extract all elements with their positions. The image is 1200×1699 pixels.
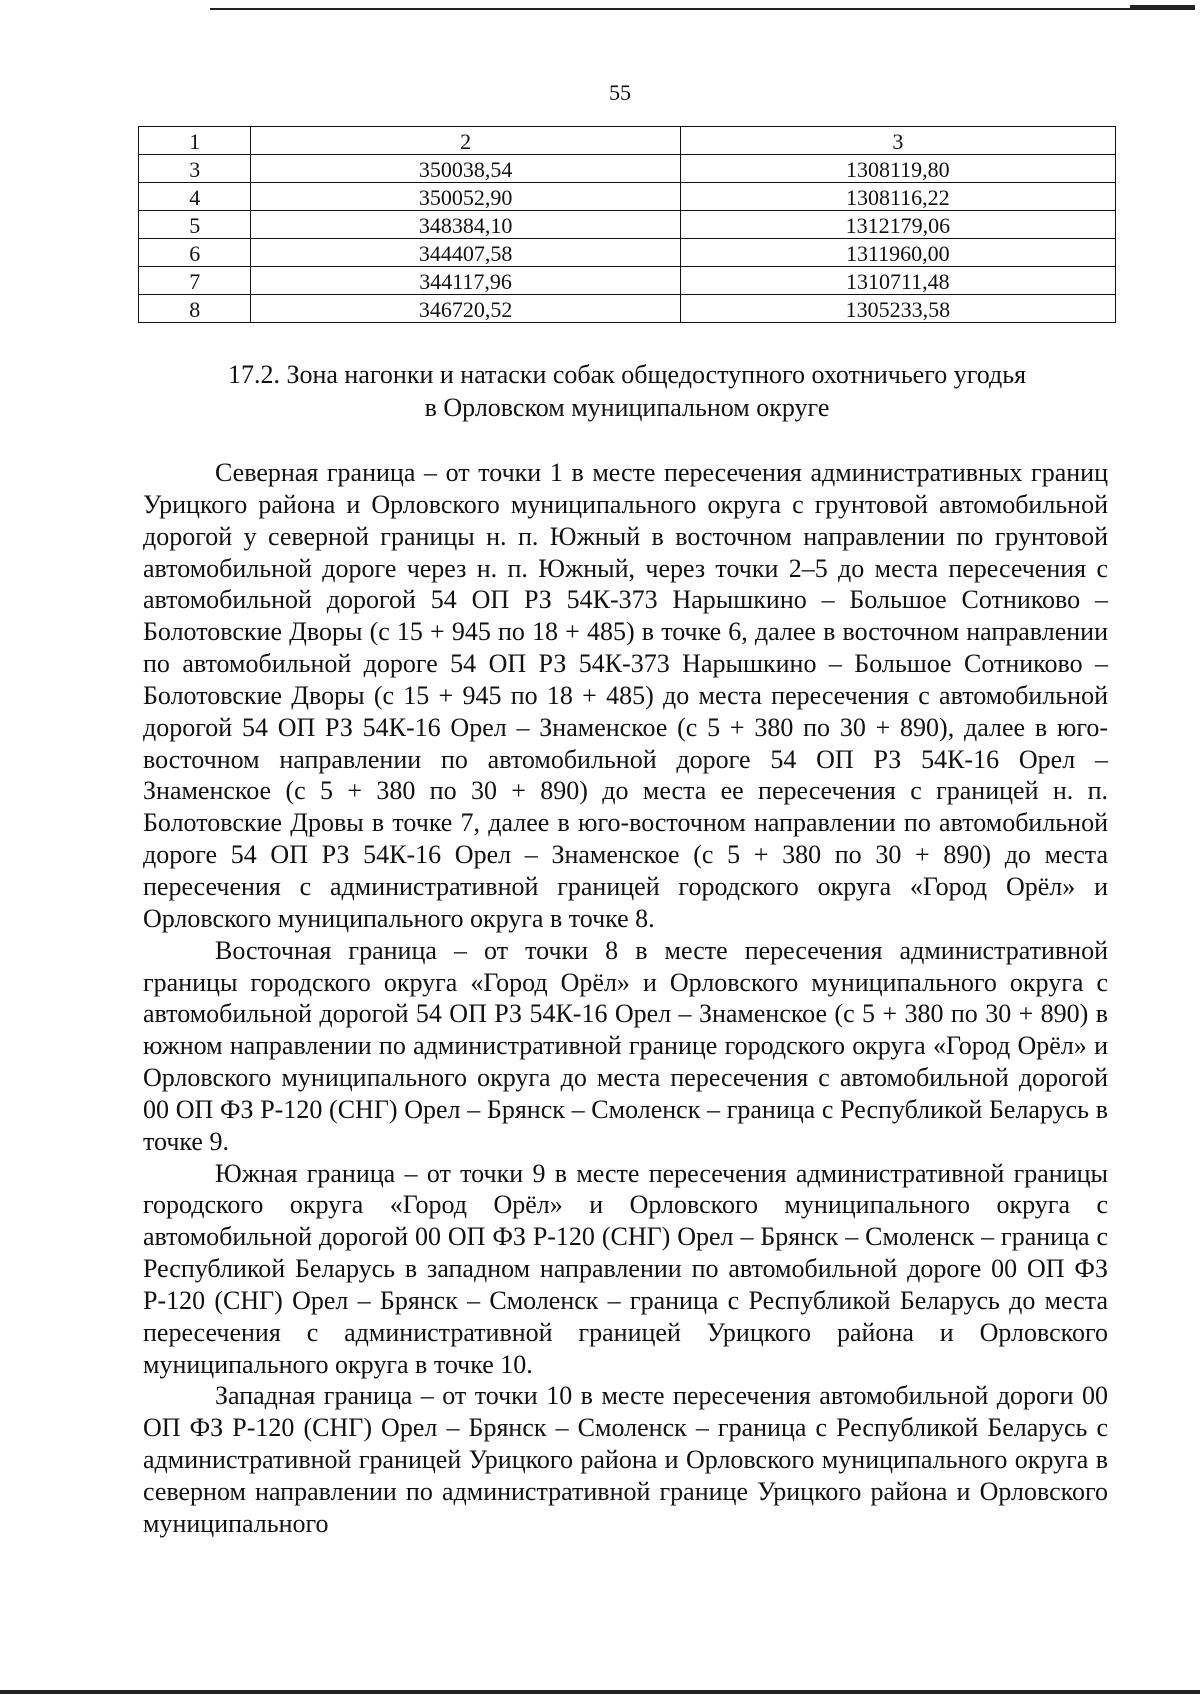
table-cell-x: 344117,96: [251, 267, 680, 295]
paragraph-east-boundary: Восточная граница – от точки 8 в месте пересечения административной границы городского округа «Город Орёл» и Орловского муниципального округа с автомобильной дорогой 54 ОП РЗ 54К-16 Орел – Знаменское (с 5 + 380 по 30 + 890) в южном направлении по административной границе городского округа «Город Орёл» и Орловского муниципального округа до места пересечения с автомобильной дорогой 00 ОП ФЗ Р-120 (СНГ) Орел – Брянск – Смоленск – граница с Республикой Беларусь в точке 9.: [143, 935, 1108, 1156]
table-cell-x: 344407,58: [251, 239, 680, 267]
table-row: [139, 155, 1116, 183]
table-cell-point: 8: [139, 295, 251, 323]
section-heading: [138, 358, 1116, 424]
paragraph-north-boundary: Северная граница – от точки 1 в месте пересечения административных границ Урицкого района и Орловского муниципального округа с грунтовой автомобильной дорогой у северной границы н. п. Южный в восточном направлении по грунтовой автомобильной дороге через н. п. Южный, через точки 2–5 до места пересечения с автомобильной дорогой 54 ОП РЗ 54К-373 Нарышкино – Большое Сотниково – Болотовские Дворы (с 15 + 945 по 18 + 485) в точке 6, далее в восточном направлении по автомобильной дороге 54 ОП РЗ 54К-373 Нарышкино – Большое Сотниково – Болотовские Дворы (с 15 + 945 по 18 + 485) до места пересечения с автомобильной дорогой 54 ОП РЗ 54К-16 Орел – Знаменское (с 5 + 380 по 30 + 890), далее в юго-восточном направлении по автомобильной дороге 54 ОП РЗ 54К-16 Орел – Знаменское (с 5 + 380 по 30 + 890) до места ее пересечения с границей н. п. Болотовские Дровы в точке 7, далее в юго-восточном направлении по автомобильной дороге 54 ОП РЗ 54К-16 Орел – Знаменское (с 5 + 380 по 30 + 890) до места пересечения с административной границей городского округа «Город Орёл» и Орловского муниципального округа в точке 8.: [143, 458, 1108, 933]
table-row: [139, 295, 1116, 323]
table-header-cell: 2: [251, 127, 680, 155]
table-row: [139, 239, 1116, 267]
table-cell-point: 6: [139, 239, 251, 267]
table-cell-y: 1311960,00: [680, 239, 1115, 267]
section-heading-line: 17.2. Зона нагонки и натаски собак общедоступного охотничьего угодья: [227, 360, 1027, 389]
table-header-row: [139, 127, 1116, 155]
table-row: [139, 267, 1116, 295]
section-heading-line: в Орловском муниципальном округе: [424, 393, 830, 422]
document-body: [143, 457, 1108, 1540]
table-header-cell: 3: [680, 127, 1115, 155]
paragraph-west-boundary: Западная граница – от точки 10 в месте пересечения автомобильной дороги 00 ОП ФЗ Р-120 (СНГ) Орел – Брянск – Смоленск – граница с Республикой Беларусь с административной границей Урицкого района и Орловского муниципального округа в северном направлении по административной границе Урицкого района и Орловского муниципального: [143, 1381, 1108, 1538]
table-cell-point: 3: [139, 155, 251, 183]
table-cell-point: 5: [139, 211, 251, 239]
top-rule: [210, 8, 1195, 10]
table-cell-x: 348384,10: [251, 211, 680, 239]
table-cell-y: 1312179,06: [680, 211, 1115, 239]
table-cell-point: 4: [139, 183, 251, 211]
table-cell-x: 350038,54: [251, 155, 680, 183]
table-cell-y: 1308119,80: [680, 155, 1115, 183]
table-cell-x: 350052,90: [251, 183, 680, 211]
paragraph-south-boundary: Южная граница – от точки 9 в месте пересечения административной границы городского округа «Город Орёл» и Орловского муниципального округа с автомобильной дорогой 00 ОП ФЗ Р-120 (СНГ) Орел – Брянск – Смоленск – граница с Республикой Беларусь в западном направлении по автомобильной дороге 00 ОП ФЗ Р-120 (СНГ) Орел – Брянск – Смоленск – граница с Республикой Беларусь до места пересечения с административной границей Урицкого района и Орловского муниципального округа в точке 10.: [143, 1158, 1108, 1379]
bottom-rule: [0, 1690, 1200, 1694]
table-cell-point: 7: [139, 267, 251, 295]
coordinates-table: [138, 126, 1116, 323]
table-row: [139, 211, 1116, 239]
table-header-cell: 1: [139, 127, 251, 155]
page-number: 55: [609, 80, 631, 105]
top-rule-edge: [1130, 5, 1195, 10]
table-cell-y: 1310711,48: [680, 267, 1115, 295]
table-cell-y: 1308116,22: [680, 183, 1115, 211]
table-cell-x: 346720,52: [251, 295, 680, 323]
table-row: [139, 183, 1116, 211]
table-cell-y: 1305233,58: [680, 295, 1115, 323]
